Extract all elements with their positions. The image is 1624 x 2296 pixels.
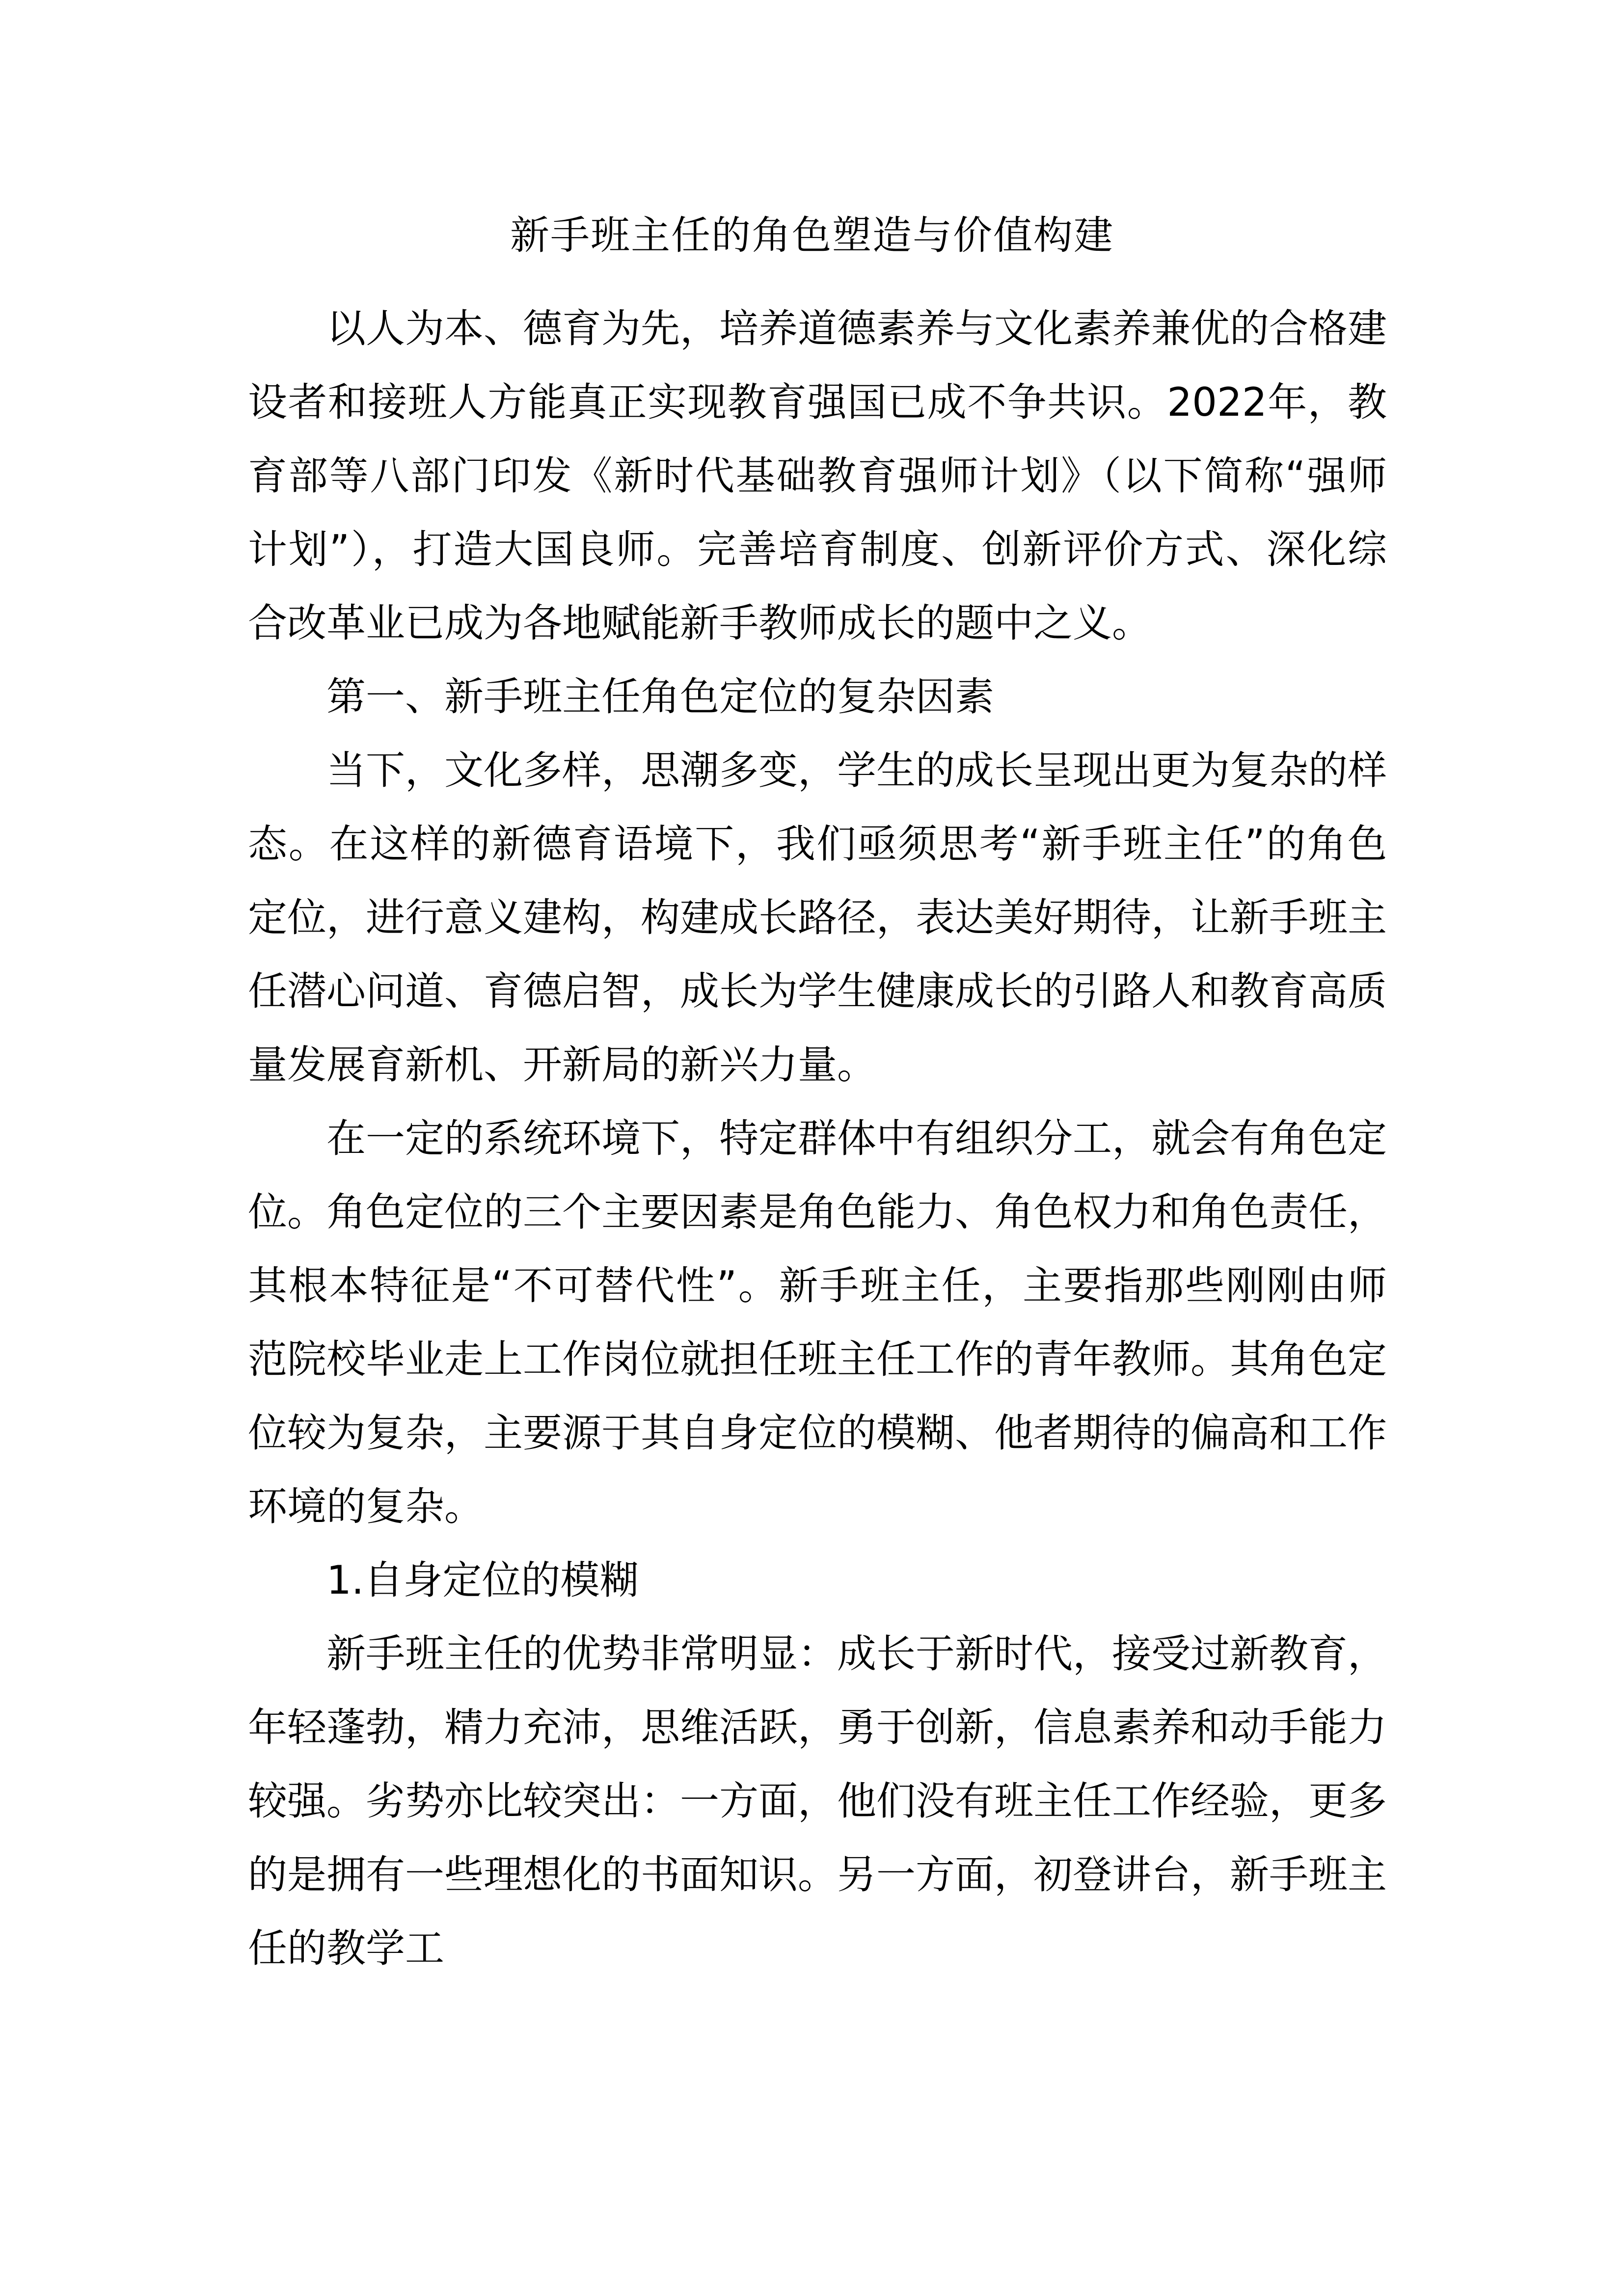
document-body xyxy=(248,292,1387,1985)
paragraph-role-definition: 在一定的系统环境下，特定群体中有组织分工，就会有角色定位。角色定位的三个主要因素是角色能力、角色权力和角色责任，其根本特征是“不可替代性”。新手班主任，主要指那些刚刚由师范院校毕业走上工作岗位就担任班主任工作的青年教师。其角色定位较为复杂，主要源于其自身定位的模糊、他者期待的偏高和工作环境的复杂。 xyxy=(248,1116,1387,1529)
paragraph-context: 当下，文化多样，思潮多变，学生的成长呈现出更为复杂的样态。在这样的新德育语境下，我们亟须思考“新手班主任”的角色定位，进行意义建构，构建成长路径，表达美好期待，让新手班主任潜心问道、育德启智，成长为学生健康成长的引路人和教育高质量发展育新机、开新局的新兴力量。 xyxy=(248,748,1387,1088)
paragraph-intro: 以人为本、德育为先，培养道德素养与文化素养兼优的合格建设者和接班人方能真正实现教育强国已成不争共识。2022年，教育部等八部门印发《新时代基础教育强师计划》（以下简称“强师计划”），打造大国良师。完善培育制度、创新评价方式、深化综合改革业已成为各地赋能新手教师成长的题中之义。 xyxy=(248,306,1387,646)
paragraph-strengths-weaknesses: 新手班主任的优势非常明显：成长于新时代，接受过新教育，年轻蓬勃，精力充沛，思维活跃，勇于创新，信息素养和动手能力较强。劣势亦比较突出：一方面，他们没有班主任工作经验，更多的是拥有一些理想化的书面知识。另一方面，初登讲台，新手班主任的教学工 xyxy=(248,1631,1387,1971)
subsection-heading-1: 1.自身定位的模糊 xyxy=(326,1557,639,1603)
section-heading-1: 第一、新手班主任角色定位的复杂因素 xyxy=(326,674,994,720)
document-title: 新手班主任的角色塑造与价值构建 xyxy=(510,213,1114,258)
